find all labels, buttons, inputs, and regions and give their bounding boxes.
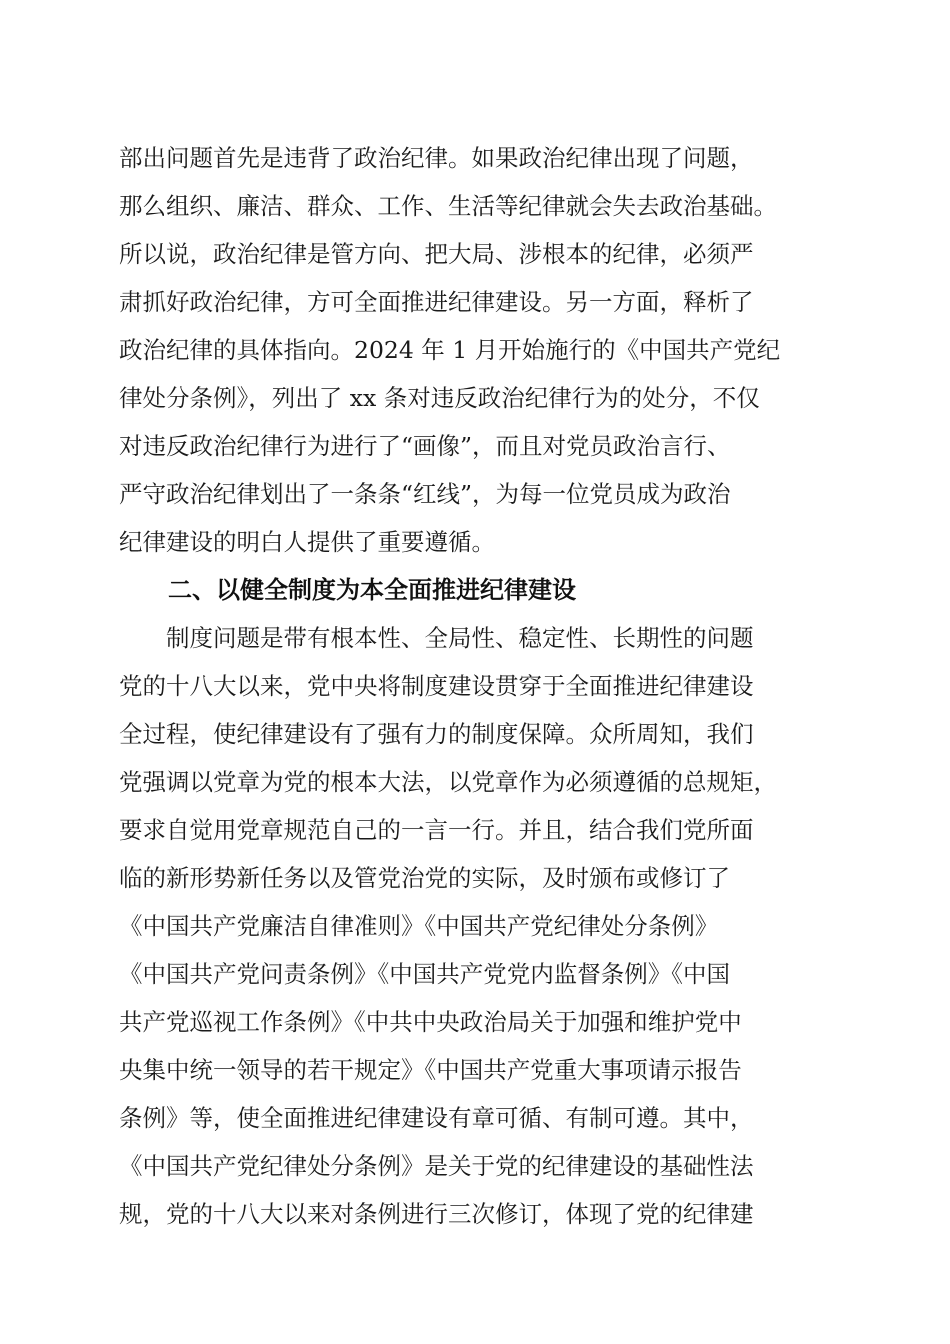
section-heading: 二、以健全制度为本全面推进纪律建设	[168, 576, 576, 604]
paragraph-2-line: 条例》等，使全面推进纪律建设有章可循、有制可遵。其中，	[119, 1104, 754, 1132]
paragraph-1-line: 政治纪律的具体指向。2024 年 1 月开始施行的《中国共产党纪	[119, 336, 781, 364]
paragraph-1-line: 律处分条例》，列出了 xx 条对违反政治纪律行为的处分，不仅	[119, 384, 760, 412]
paragraph-2-line: 党的十八大以来，党中央将制度建设贯穿于全面推进纪律建设	[119, 672, 754, 700]
paragraph-2-line: 规，党的十八大以来对条例进行三次修订，体现了党的纪律建	[119, 1200, 754, 1228]
paragraph-1-line: 对违反政治纪律行为进行了“画像”，而且对党员政治言行、	[119, 432, 731, 460]
paragraph-2-line: 央集中统一领导的若干规定》《中国共产党重大事项请示报告	[119, 1056, 742, 1084]
paragraph-2-line: 《中国共产党纪律处分条例》是关于党的纪律建设的基础性法	[119, 1152, 754, 1180]
paragraph-1-line: 所以说，政治纪律是管方向、把大局、涉根本的纪律，必须严	[119, 240, 754, 268]
paragraph-1-line: 严守政治纪律划出了一条条“红线”，为每一位党员成为政治	[119, 480, 731, 508]
paragraph-2-line: 《中国共产党廉洁自律准则》《中国共产党纪律处分条例》	[119, 912, 719, 940]
paragraph-2-line: 党强调以党章为党的根本大法，以党章作为必须遵循的总规矩，	[119, 768, 777, 796]
paragraph-1-line: 肃抓好政治纪律，方可全面推进纪律建设。另一方面，释析了	[119, 288, 754, 316]
paragraph-1-line: 部出问题首先是违背了政治纪律。如果政治纪律出现了问题，	[119, 144, 754, 172]
paragraph-1-line: 那么组织、廉洁、群众、工作、生活等纪律就会失去政治基础。	[119, 192, 777, 220]
paragraph-2-line: 临的新形势新任务以及管党治党的实际，及时颁布或修订了	[119, 864, 730, 892]
paragraph-1-line: 纪律建设的明白人提供了重要遵循。	[119, 528, 495, 556]
paragraph-2-line: 制度问题是带有根本性、全局性、稳定性、长期性的问题	[119, 624, 754, 652]
paragraph-2-line: 全过程，使纪律建设有了强有力的制度保障。众所周知，我们	[119, 720, 754, 748]
paragraph-2-line: 要求自觉用党章规范自己的一言一行。并且，结合我们党所面	[119, 816, 754, 844]
paragraph-2-line: 共产党巡视工作条例》《中共中央政治局关于加强和维护党中	[119, 1008, 742, 1036]
paragraph-2-line: 《中国共产党问责条例》《中国共产党党内监督条例》《中国	[119, 960, 730, 988]
